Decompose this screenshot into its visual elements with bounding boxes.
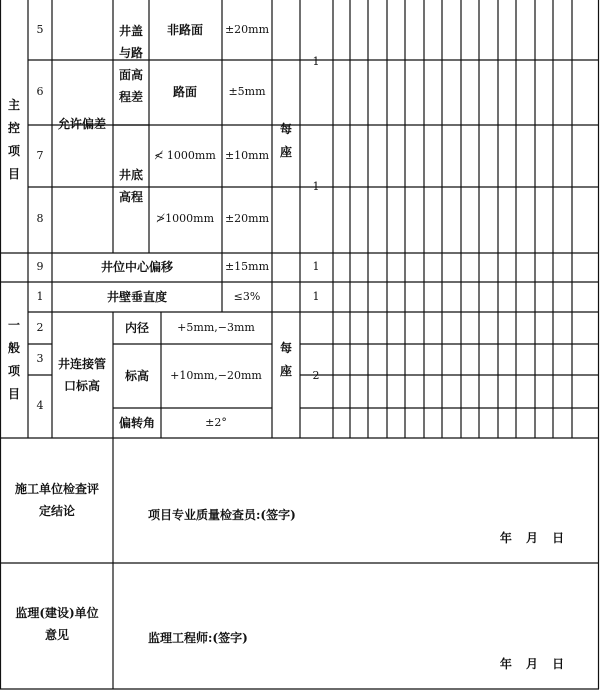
quality-inspector-signature: 项目专业质量检查员:(签字) <box>148 508 296 522</box>
row-number-8: 8 <box>36 212 44 225</box>
inner-diameter-label: 内径 <box>124 321 150 335</box>
row-number-g4: 4 <box>36 399 44 412</box>
cover-road-elevation-diff-label: 井盖与路面高程差 <box>118 24 143 104</box>
row-number-6: 6 <box>36 85 44 98</box>
construction-date: 年 月 日 <box>499 531 565 545</box>
general-group-label: 一般项目 <box>7 318 20 401</box>
depth-ge-1000-label: ≯1000mm <box>155 212 215 225</box>
count-pipe-elevation: 2 <box>312 369 320 382</box>
supervision-engineer-signature: 监理工程师:(签字) <box>148 631 248 645</box>
wall-verticality-label: 井壁垂直度 <box>106 290 168 304</box>
tolerance-le-1000: ±10mm <box>224 149 270 162</box>
center-offset-label: 井位中心偏移 <box>100 260 174 274</box>
tolerance-elevation: +10mm,−20mm <box>170 369 262 382</box>
depth-le-1000-label: ≮ 1000mm <box>154 149 216 162</box>
non-road-label: 非路面 <box>166 23 204 37</box>
supervision-date: 年 月 日 <box>499 657 565 671</box>
scope-main-per-well: 每座 <box>279 122 292 159</box>
supervision-opinion-label: 监理(建设)单位意见 <box>15 606 99 642</box>
row-number-7: 7 <box>36 149 44 162</box>
tolerance-inner-diameter: +5mm,−3mm <box>177 321 255 334</box>
row-number-g2: 2 <box>36 321 44 334</box>
row-number-g1: 1 <box>36 290 44 303</box>
row-number-g3: 3 <box>36 352 44 365</box>
tolerance-ge-1000: ±20mm <box>224 212 270 225</box>
count-center-offset: 1 <box>312 260 320 273</box>
scope-general-per-well: 每座 <box>279 341 292 378</box>
row-number-9: 9 <box>36 260 44 273</box>
count-cover-diff: 1 <box>312 55 320 68</box>
tolerance-wall-verticality: ≤3% <box>233 290 261 303</box>
count-wall-verticality: 1 <box>312 290 320 303</box>
row-number-5: 5 <box>36 23 44 36</box>
tolerance-road: ±5mm <box>228 85 266 98</box>
tolerance-non-road: ±20mm <box>224 23 270 36</box>
tolerance-deflection: ±2° <box>205 416 227 429</box>
tolerance-center-offset: ±15mm <box>224 260 270 273</box>
elevation-label: 标高 <box>124 369 150 383</box>
count-bottom-elevation: 1 <box>312 180 320 193</box>
deflection-angle-label: 偏转角 <box>118 416 156 430</box>
pipe-elevation-label: 井连接管口标高 <box>57 357 106 393</box>
bottom-elevation-label: 井底高程 <box>118 168 143 204</box>
allowable-deviation-label: 允许偏差 <box>57 117 107 131</box>
construction-conclusion-label: 施工单位检查评定结论 <box>14 482 99 518</box>
main-control-group-label: 主控项目 <box>7 98 20 181</box>
road-label: 路面 <box>172 85 198 99</box>
